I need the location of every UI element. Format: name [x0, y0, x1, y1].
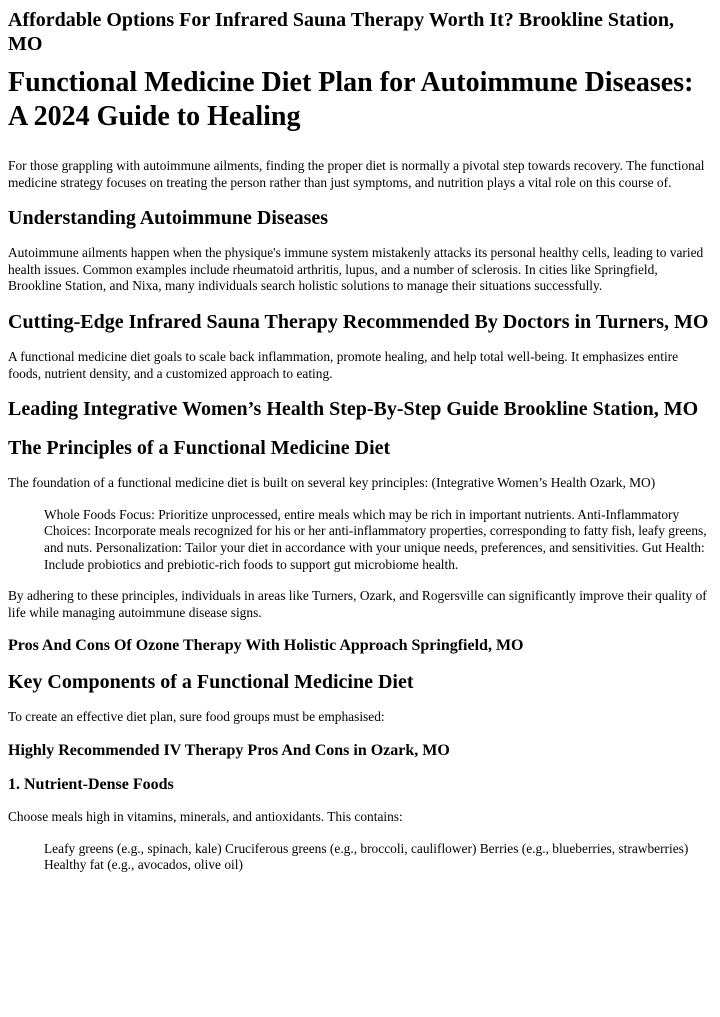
- key-components-paragraph: To create an effective diet plan, sure food groups must be emphasised:: [8, 709, 385, 725]
- page-title: Functional Medicine Diet Plan for Autoimmune Diseases: A 2024 Guide to Healing: [8, 67, 694, 132]
- iv-therapy-heading: Highly Recommended IV Therapy Pros And Cons in Ozark, MO: [8, 741, 450, 759]
- intro-paragraph: For those grappling with autoimmune ailments, finding the proper diet is normally a pivotal step towards recovery. The functional medicine strategy focuses on treating the person rather than just symptoms, and nutrition plays a vital role on this course of.: [8, 158, 705, 190]
- nutrient-dense-heading: 1. Nutrient-Dense Foods: [8, 775, 174, 793]
- infrared-heading: Cutting-Edge Infrared Sauna Therapy Recommended By Doctors in Turners, MO: [8, 310, 709, 333]
- understanding-paragraph: Autoimmune ailments happen when the physique's immune system mistakenly attacks its personal healthy cells, leading to varied health issues. Common examples include rheumatoid arthritis, lupus, and a number of sclerosis. In cities like Springfield, Brookline Station, and Nixa, many individuals search holistic solutions to manage their situations successfully.: [8, 245, 704, 294]
- principles-heading: The Principles of a Functional Medicine Diet: [8, 437, 391, 460]
- ozone-heading: Pros And Cons Of Ozone Therapy With Holistic Approach Springfield, MO: [8, 637, 524, 655]
- infrared-paragraph: A functional medicine diet goals to scale back inflammation, promote healing, and help total well-being. It emphasizes entire foods, nutrient density, and a customized approach to eating.: [8, 348, 679, 381]
- adhering-paragraph: By adhering to these principles, individuals in areas like Turners, Ozark, and Rogersville can significantly improve their quality of life while managing autoimmune disease signs.: [8, 588, 707, 620]
- top-heading: Affordable Options For Infrared Sauna Therapy Worth It? Brookline Station, MO: [8, 9, 675, 55]
- principles-paragraph: The foundation of a functional medicine diet is built on several key principles: (Integrative Women’s Health Ozark, MO): [8, 475, 656, 491]
- principles-list: Whole Foods Focus: Prioritize unprocessed, entire meals which may be rich in important nutrients. Anti-Inflammatory Choices: Incorporate meals recognized for his or her anti-inflammatory properties, corresponding to fatty fish, leafy greens, and nuts. Personalization: Tailor your diet in accordance with your unique needs, preferences, and sensitivities. Gut Health: Include probiotics and prebiotic-rich foods to support gut microbiome health.: [44, 506, 707, 572]
- key-components-heading: Key Components of a Functional Medicine Diet: [8, 671, 414, 694]
- understanding-heading: Understanding Autoimmune Diseases: [8, 207, 329, 230]
- foods-list: Leafy greens (e.g., spinach, kale) Cruciferous greens (e.g., broccoli, cauliflower) Berries (e.g., blueberries, strawberries) Healthy fat (e.g., avocados, olive oil): [44, 840, 689, 873]
- womens-health-heading: Leading Integrative Women’s Health Step-By-Step Guide Brookline Station, MO: [8, 398, 699, 421]
- nutrient-dense-paragraph: Choose meals high in vitamins, minerals, and antioxidants. This contains:: [8, 808, 403, 824]
